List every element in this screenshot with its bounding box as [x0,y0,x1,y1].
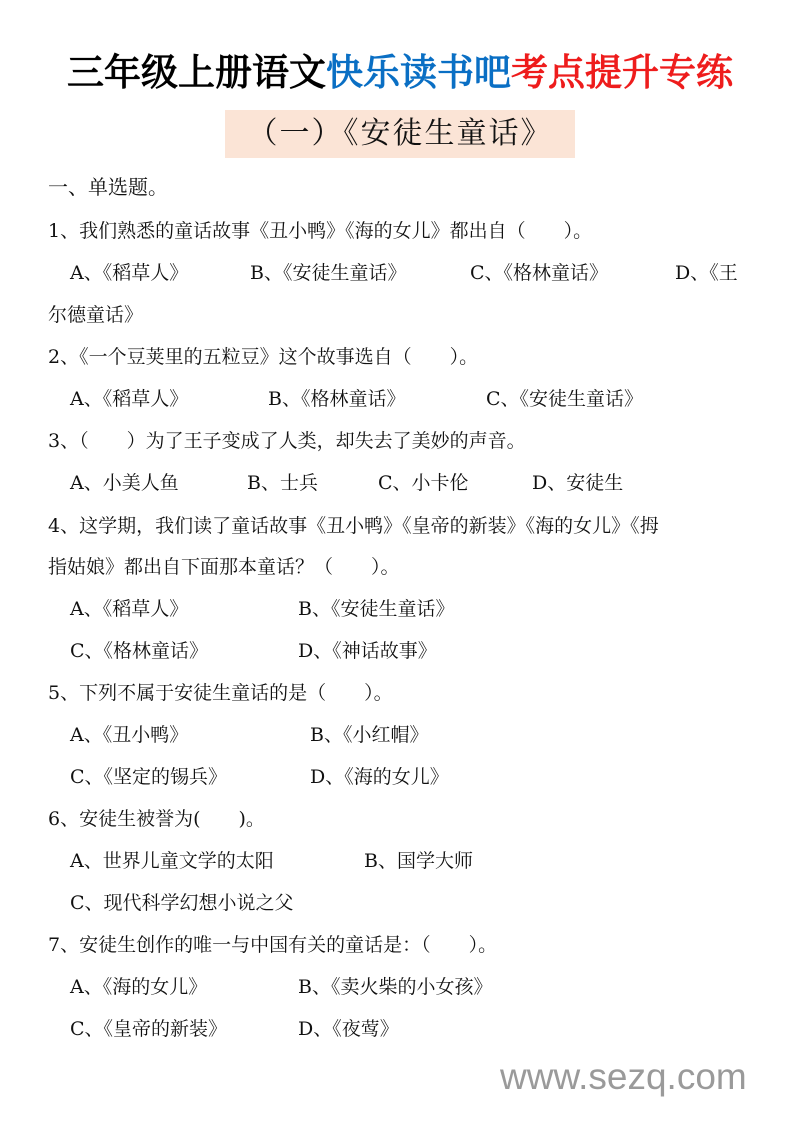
q2-option-b: B、《格林童话》 [268,388,406,410]
section-heading: 一、单选题。 [48,175,168,199]
q6-option-a: A、世界儿童文学的太阳 [70,850,274,872]
question-5-stem: 5、下列不属于安徒生童话的是（ ）。 [48,682,393,704]
watermark: www.sezq.com [500,1056,747,1097]
q2-option-c: C、《安徒生童话》 [486,388,644,410]
q6-option-b: B、国学大师 [364,850,473,872]
q4-option-a: A、《稻草人》 [70,598,189,620]
q3-option-b: B、士兵 [247,472,318,494]
q3-option-a: A、小美人鱼 [70,472,179,494]
q4-option-c: C、《格林童话》 [70,640,209,662]
q5-option-d: D、《海的女儿》 [310,766,449,788]
question-4-stem-line2: 指姑娘》都出自下面那本童话？（ ）。 [48,556,400,578]
subtitle-banner [225,110,575,158]
q1-option-b: B、《安徒生童话》 [250,262,407,284]
q7-option-b: B、《卖火柴的小女孩》 [298,976,493,998]
q5-option-a: A、《丑小鸭》 [70,724,189,746]
q1-option-a: A、《稻草人》 [70,262,189,284]
q4-option-d: D、《神话故事》 [298,640,437,662]
question-2-stem: 2、《一个豆荚里的五粒豆》这个故事选自（ ）。 [48,346,479,368]
q7-option-d: D、《夜莺》 [298,1018,399,1040]
q5-option-b: B、《小红帽》 [310,724,429,746]
title-practice: 考点提升专练 [511,51,733,94]
q3-option-d: D、安徒生 [532,472,624,494]
page-title [0,48,800,98]
q7-option-a: A、《海的女儿》 [70,976,208,998]
q1-option-c: C、《格林童话》 [470,262,609,284]
q4-option-b: B、《安徒生童话》 [298,598,455,620]
q6-option-c: C、现代科学幻想小说之父 [70,892,294,914]
question-4-stem: 4、这学期，我们读了童话故事《丑小鸭》《皇帝的新装》《海的女儿》《拇 [48,515,659,537]
q1-option-d-continuation: 尔德童话》 [48,304,144,326]
q2-option-a: A、《稻草人》 [70,388,189,410]
q1-option-d: D、《王 [675,262,738,284]
subtitle: （一）《安徒生童话》 [247,116,553,151]
q7-option-c: C、《皇帝的新装》 [70,1018,228,1040]
title-grade: 三年级上册语文 [67,51,326,94]
title-reading-bar: 快乐读书吧 [326,51,511,94]
question-6-stem: 6、安徒生被誉为( )。 [48,808,265,830]
question-7-stem: 7、安徒生创作的唯一与中国有关的童话是：（ ）。 [48,934,498,956]
q5-option-c: C、《坚定的锡兵》 [70,766,228,788]
question-1-stem: 1、我们熟悉的童话故事《丑小鸭》《海的女儿》都出自（ ）。 [48,220,593,242]
question-3-stem: 3、（ ）为了王子变成了人类，却失去了美妙的声音。 [48,430,526,452]
q3-option-c: C、小卡伦 [378,472,469,494]
